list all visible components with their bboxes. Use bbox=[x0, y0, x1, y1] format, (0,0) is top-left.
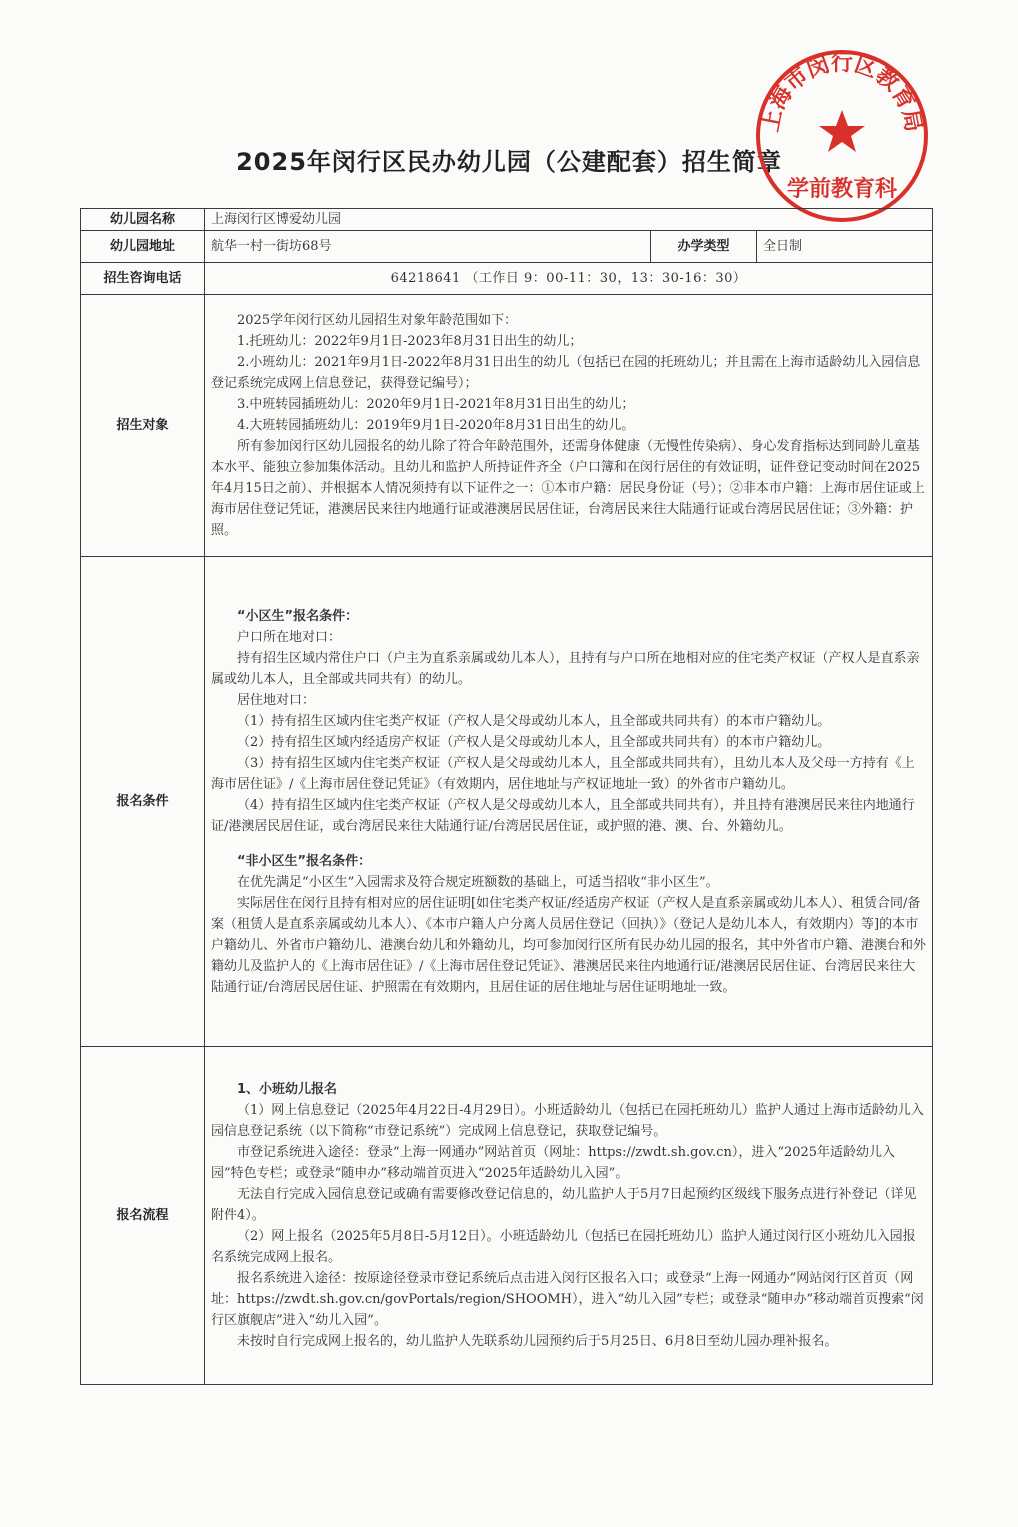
target-para: 3.中班转园插班幼儿：2020年9月1日-2021年8月31日出生的幼儿； bbox=[237, 397, 635, 412]
enrollment-table bbox=[80, 208, 933, 1385]
document-title: 2025年闵行区民办幼儿园（公建配套）招生简章 bbox=[236, 148, 782, 176]
name-label: 幼儿园名称 bbox=[81, 209, 205, 231]
process-para: 无法自行完成入园信息登记或确有需要修改登记信息的，幼儿监护人于5月7日起预约区级线下服务点进行补登记（详见附件4）。 bbox=[211, 1187, 917, 1223]
seal-dept-text: 学前教育科 bbox=[786, 176, 898, 202]
phone-label: 招生咨询电话 bbox=[81, 263, 205, 295]
official-seal bbox=[752, 46, 932, 226]
row-kindergarten-name bbox=[81, 209, 933, 231]
local-para: 居住地对口： bbox=[237, 692, 316, 708]
type-label: 办学类型 bbox=[651, 231, 757, 263]
name-value: 上海闵行区博爱幼儿园 bbox=[205, 209, 933, 231]
address-value: 航华一村一街坊68号 bbox=[205, 231, 651, 263]
local-para: （2）持有招生区域内经适房产权证（产权人是父母或幼儿本人，且全部或共同共有）的本市户籍幼儿。 bbox=[237, 734, 831, 750]
row-kindergarten-address bbox=[81, 231, 933, 263]
address-label: 幼儿园地址 bbox=[81, 231, 205, 263]
target-para: 所有参加闵行区幼儿园报名的幼儿除了符合年龄范围外，还需身体健康（无慢性传染病）、身心发育指标达到同龄儿童基本水平、能独立参加集体活动。且幼儿和监护人所持证件齐全（户口簿和在闵行居住的有效证明，证件登记变动时间在2025年4月15日之前）、并根据本人情况须持有以下证件之一：①本市户籍：居民身份证（号）；②非本市户籍：上海市居住证或上海市居住登记凭证，港澳居民来往内地通行证或港澳居民居住证，台湾居民来往大陆通行证或台湾居民居住证；③外籍：护照。 bbox=[211, 439, 925, 538]
target-para: 2.小班幼儿：2021年9月1日-2022年8月31日出生的幼儿（包括已在园的托班幼儿；并且需在上海市适龄幼儿入园信息登记系统完成网上信息登记，获得登记编号）； bbox=[211, 355, 921, 391]
target-para: 4.大班转园插班幼儿：2019年9月1日-2020年8月31日出生的幼儿。 bbox=[237, 418, 635, 433]
process-para: （2）网上报名（2025年5月8日-5月12日）。小班适龄幼儿（包括已在园托班幼儿）监护人通过闵行区小班幼儿入园报名系统完成网上报名。 bbox=[211, 1229, 916, 1265]
process-para: 未按时自行完成网上报名的，幼儿监护人先联系幼儿园预约后于5月25日、6月8日至幼儿园办理补报名。 bbox=[237, 1334, 838, 1349]
local-para: 持有招生区域内常住户口（户主为直系亲属或幼儿本人），且持有与户口所在地相对应的住宅类产权证（产权人是直系亲属或幼儿本人，且全部或共同共有）的幼儿。 bbox=[211, 650, 920, 687]
seal-org-text: 上海市闵行区教育局 bbox=[757, 50, 927, 134]
local-para: （1）持有招生区域内住宅类产权证（产权人是父母或幼儿本人，且全部或共同共有）的本市户籍幼儿。 bbox=[237, 713, 831, 729]
local-para: （3）持有招生区域内住宅类产权证（产权人是父母或幼儿本人，且全部或共同共有），且幼儿本人及父母一方持有《上海市居住证》/《上海市居住登记凭证》（有效期内，居住地址与产权证地址一致）的外省市户籍幼儿。 bbox=[211, 755, 915, 792]
row-process bbox=[81, 1047, 933, 1385]
local-para: （4）持有招生区域内住宅类产权证（产权人是父母或幼儿本人，且全部或共同共有），并且持有港澳居民来往内地通行证/港澳居民居住证，或台湾居民来往大陆通行证/台湾居民居住证，或护照的港、澳、台、外籍幼儿。 bbox=[211, 797, 915, 834]
row-phone bbox=[81, 263, 933, 295]
row-conditions bbox=[81, 557, 933, 1047]
target-para: 2025学年闵行区幼儿园招生对象年龄范围如下： bbox=[237, 313, 518, 328]
process-para: （1）网上信息登记（2025年4月22日-4月29日）。小班适龄幼儿（包括已在园托班幼儿）监护人通过上海市适龄幼儿入园信息登记系统（以下简称“市登记系统”）完成网上信息登记，获取登记编号。 bbox=[211, 1103, 924, 1139]
target-para: 1.托班幼儿：2022年9月1日-2023年8月31日出生的幼儿； bbox=[237, 334, 583, 349]
type-value: 全日制 bbox=[757, 231, 933, 263]
process-para: 报名系统进入途径：按原途径登录市登记系统后点击进入闵行区报名入口；或登录“上海一网通办”网站闵行区首页（网址：https://zwdt.sh.gov.cn/govPortals/region/SHOOMH），进入“幼儿入园”专栏；或登录“随申办”移动端首页搜索“闵行区旗舰店”进入“幼儿入园”。 bbox=[211, 1271, 924, 1328]
nonlocal-para: 在优先满足“小区生”入园需求及符合规定班额数的基础上，可适当招收“非小区生”。 bbox=[237, 874, 719, 890]
conditions-label: 报名条件 bbox=[81, 557, 205, 1047]
seal-star-icon bbox=[819, 110, 865, 152]
process-para: 市登记系统进入途径：登录“上海一网通办”网站首页（网址：https://zwdt.sh.gov.cn），进入“2025年适龄幼儿入园”特色专栏；或登录“随申办”移动端首页进入“2025年适龄幼儿入园”。 bbox=[211, 1145, 896, 1181]
process-content bbox=[205, 1047, 933, 1385]
target-content bbox=[205, 295, 933, 557]
row-target bbox=[81, 295, 933, 557]
local-head: “小区生”报名条件： bbox=[237, 608, 359, 624]
local-para: 户口所在地对口： bbox=[237, 629, 342, 645]
nonlocal-head: “非小区生”报名条件： bbox=[237, 853, 372, 869]
target-label: 招生对象 bbox=[81, 295, 205, 557]
process-head: 1、小班幼儿报名 bbox=[237, 1082, 338, 1097]
phone-value: 64218641 （工作日 9：00-11：30，13：30-16：30） bbox=[205, 263, 933, 295]
process-label: 报名流程 bbox=[81, 1047, 205, 1385]
nonlocal-para: 实际居住在闵行且持有相对应的居住证明[如住宅类产权证/经适房产权证（产权人是直系亲属或幼儿本人）、租赁合同/备案（租赁人是直系亲属或幼儿本人）、《本市户籍人户分离人员居住登记（回执）》（登记人是幼儿本人，有效期内）等]的本市户籍幼儿、外省市户籍幼儿、港澳台幼儿和外籍幼儿，均可参加闵行区所有民办幼儿园的报名，其中外省市户籍、港澳台和外籍幼儿及监护人的《上海市居住证》/《上海市居住登记凭证》、港澳居民来往内地通行证/港澳居民居住证、台湾居民来往大陆通行证/台湾居民居住证、护照需在有效期内，且居住证的居住地址与居住证明地址一致。 bbox=[211, 895, 927, 995]
conditions-content bbox=[205, 557, 933, 1047]
